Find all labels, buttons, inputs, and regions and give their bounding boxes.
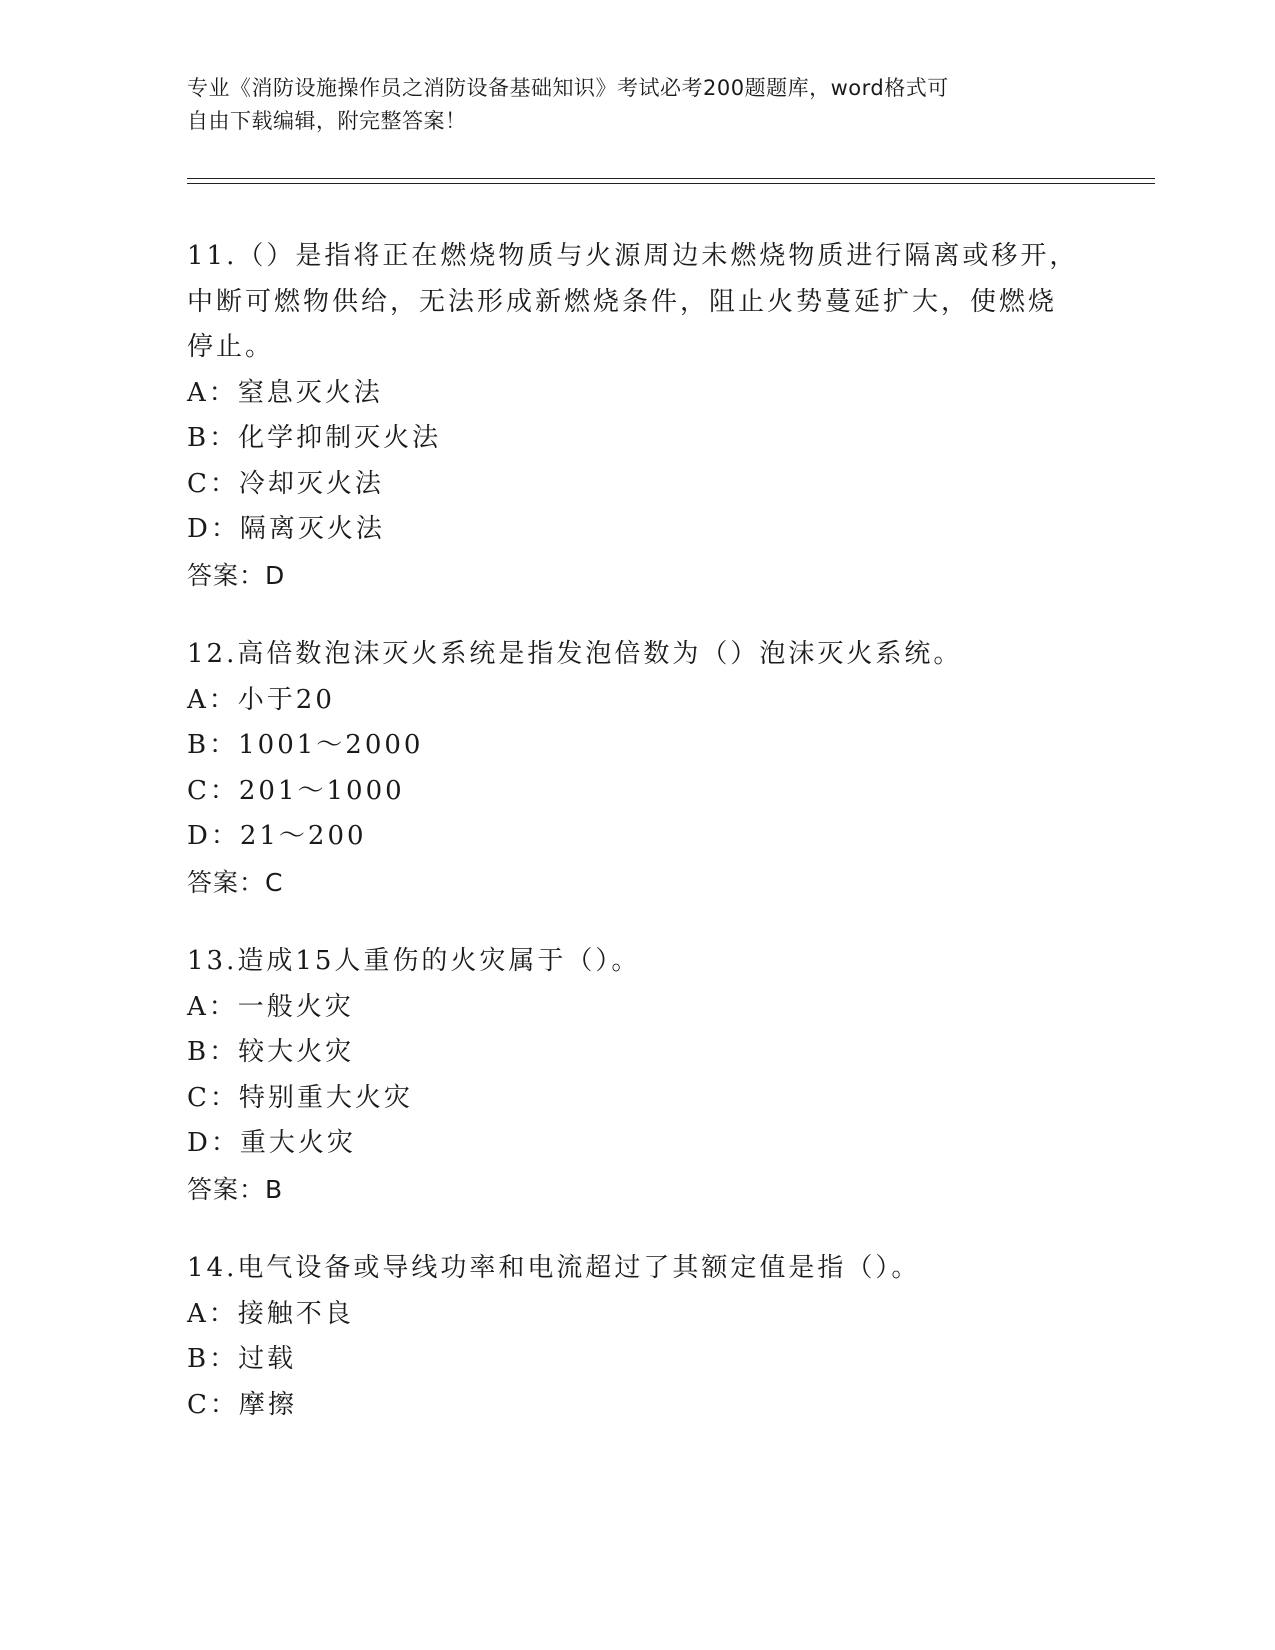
- question-list: [187, 234, 1087, 1462]
- header-divider-top: [187, 178, 1155, 179]
- question-11: [187, 234, 1087, 598]
- option-d: D：重大火灾: [187, 1128, 356, 1158]
- header-line-2: 自由下载编辑，附完整答案！: [187, 109, 467, 133]
- answer: 答案：B: [187, 1174, 284, 1204]
- question-stem-line: 14.电气设备或导线功率和电流超过了其额定值是指（）。: [187, 1253, 921, 1283]
- option-c: C：摩擦: [187, 1389, 297, 1420]
- option-c: C：冷却灭火法: [187, 468, 384, 499]
- header-line-1: 专业《消防设施操作员之消防设备基础知识》考试必考200题题库，word格式可: [187, 76, 949, 100]
- option-b: B：较大火灾: [187, 1037, 355, 1067]
- question-stem-line: 停止。: [187, 332, 275, 362]
- header-divider-bottom: [187, 183, 1155, 184]
- option-d: D：21～200: [187, 821, 367, 851]
- question-14: [187, 1246, 1087, 1428]
- question-stem-line: 中断可燃物供给，无法形成新燃烧条件，阻止火势蔓延扩大，使燃烧: [187, 286, 1058, 317]
- question-stem-line: 11.（）是指将正在燃烧物质与火源周边未燃烧物质进行隔离或移开，: [187, 241, 1079, 271]
- option-a: A：一般火灾: [187, 991, 354, 1022]
- option-b: B：化学抑制灭火法: [187, 423, 442, 453]
- option-b: B：1001～2000: [187, 730, 424, 760]
- question-13: [187, 939, 1087, 1212]
- option-d: D：隔离灭火法: [187, 514, 385, 544]
- answer: 答案：C: [187, 867, 284, 897]
- option-a: A：小于20: [187, 684, 335, 715]
- option-c: C：201～1000: [187, 775, 405, 806]
- question-12: [187, 632, 1087, 905]
- answer: 答案：D: [187, 560, 286, 590]
- question-stem-line: 12.高倍数泡沫灭火系统是指发泡倍数为（）泡沫灭火系统。: [187, 639, 963, 669]
- option-c: C：特别重大火灾: [187, 1082, 413, 1113]
- option-a: A：接触不良: [187, 1298, 354, 1329]
- question-stem-line: 13.造成15人重伤的火灾属于（）。: [187, 946, 641, 976]
- document-header: [187, 72, 1067, 138]
- option-b: B：过载: [187, 1344, 297, 1374]
- option-a: A：窒息灭火法: [187, 377, 383, 408]
